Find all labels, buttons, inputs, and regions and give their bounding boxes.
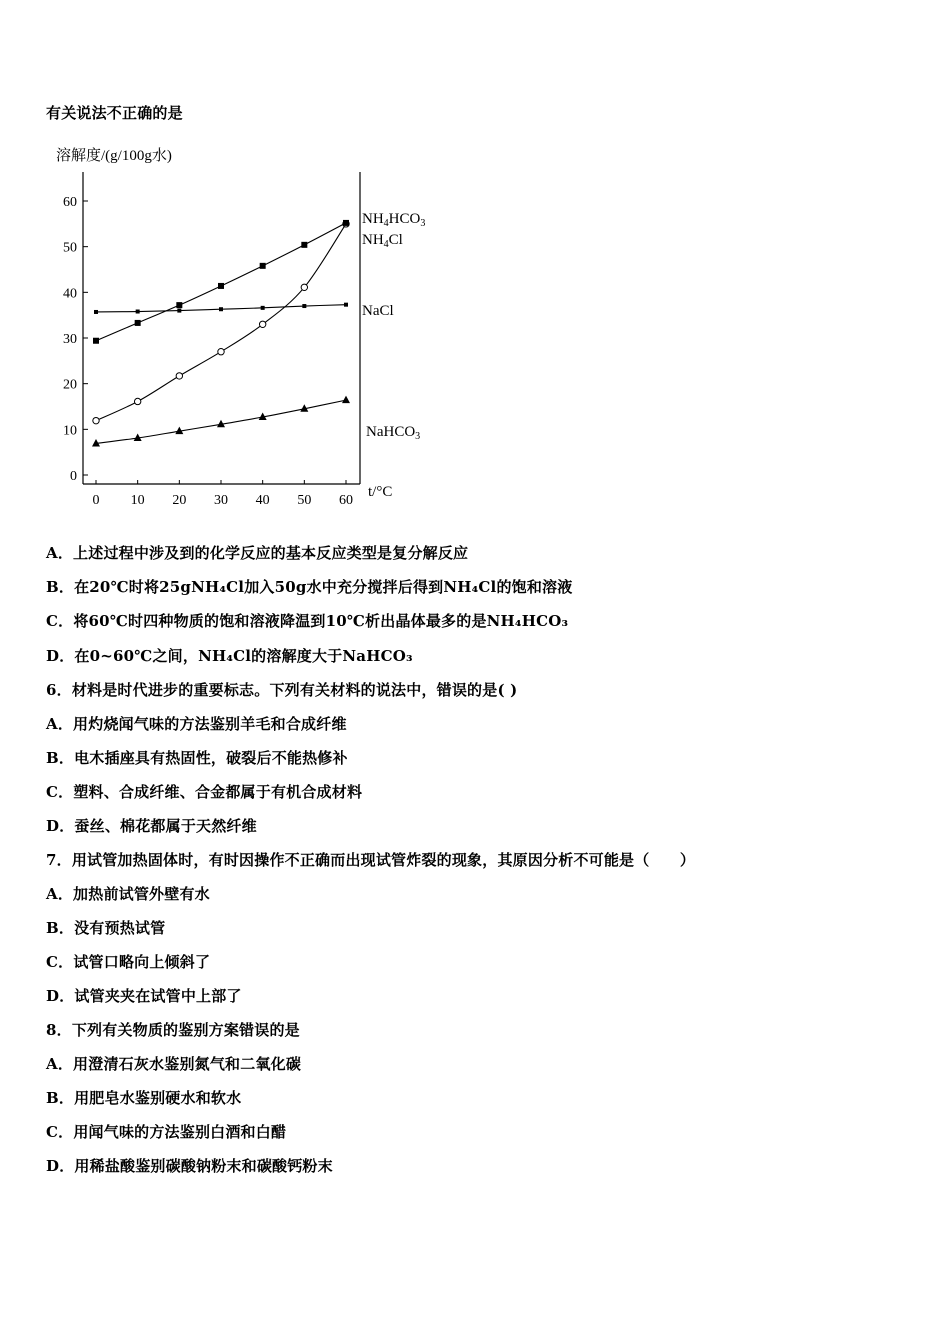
series-label-nacl: NaCl xyxy=(362,303,394,319)
q8-option-b: B．用肥皂水鉴别硬水和软水 xyxy=(46,1089,242,1107)
q7-stem: 7．用试管加热固体时，有时因操作不正确而出现试管炸裂的现象，其原因分析不可能是（ ） xyxy=(46,851,696,869)
q6-option-c: C．塑料、合成纤维、合金都属于有机合成材料 xyxy=(46,783,363,801)
q5-option-c: C．将60℃时四种物质的饱和溶液降温到10℃析出晶体最多的是NH₄HCO₃ xyxy=(46,612,569,630)
marker-nacl-20 xyxy=(177,309,181,313)
q5-option-d: D．在0~60℃之间，NH₄Cl的溶解度大于NaHCO₃ xyxy=(46,647,413,665)
marker-nahco3-60 xyxy=(342,396,350,404)
x-tick-label-10: 10 xyxy=(130,493,145,508)
y-axis-label: 溶解度/(g/100g水) xyxy=(56,148,172,164)
q6-stem: 6．材料是时代进步的重要标志。下列有关材料的说法中，错误的是( ) xyxy=(46,681,518,699)
marker-nh4cl-20 xyxy=(176,302,182,308)
marker-nh4cl-40 xyxy=(260,263,266,269)
x-tick-label-40: 40 xyxy=(255,493,270,508)
x-tick-label-20: 20 xyxy=(172,493,187,508)
q7-option-c: C．试管口略向上倾斜了 xyxy=(46,953,211,971)
q6-option-d: D．蚕丝、棉花都属于天然纤维 xyxy=(46,817,257,835)
marker-nh4cl-50 xyxy=(301,242,307,248)
y-tick-label-50: 50 xyxy=(63,240,77,256)
q8-option-a: A．用澄清石灰水鉴别氮气和二氧化碳 xyxy=(46,1055,302,1073)
marker-nh4hco3-0 xyxy=(93,417,99,423)
x-tick-label-60: 60 xyxy=(339,493,353,508)
q8-option-c: C．用闻气味的方法鉴别白酒和白醋 xyxy=(46,1123,287,1141)
marker-nh4cl-10 xyxy=(135,320,141,326)
marker-nacl-60 xyxy=(344,303,348,307)
marker-nh4hco3-50 xyxy=(301,284,307,290)
marker-nacl-40 xyxy=(261,306,265,310)
marker-nacl-10 xyxy=(136,310,140,314)
y-tick-label-10: 10 xyxy=(63,423,77,439)
series-label-nahco3: NaHCO$_3$ xyxy=(366,424,421,442)
y-tick-label-0: 0 xyxy=(70,469,77,484)
x-tick-label-50: 50 xyxy=(297,493,312,508)
y-tick-label-40: 40 xyxy=(63,286,77,302)
marker-nh4hco3-40 xyxy=(259,321,265,327)
q8-stem: 8．下列有关物质的鉴别方案错误的是 xyxy=(46,1021,300,1039)
marker-nh4hco3-30 xyxy=(218,349,224,355)
q5-option-b: B．在20℃时将25gNH₄Cl加入50g水中充分搅拌后得到NH₄Cl的饱和溶液 xyxy=(46,578,573,596)
marker-nh4hco3-10 xyxy=(134,398,140,404)
marker-nacl-50 xyxy=(302,304,306,308)
q8-option-d: D．用稀盐酸鉴别碳酸钠粉末和碳酸钙粉末 xyxy=(46,1157,333,1175)
y-tick-label-30: 30 xyxy=(63,332,77,347)
marker-nacl-0 xyxy=(94,310,98,314)
q5-option-a: A．上述过程中涉及到的化学反应的基本反应类型是复分解反应 xyxy=(46,544,469,562)
q6-option-a: A．用灼烧闻气味的方法鉴别羊毛和合成纤维 xyxy=(46,715,347,733)
curve-nh4hco3 xyxy=(96,224,346,421)
series-label-nh4cl: $NH_4Cl$ xyxy=(362,232,403,250)
x-tick-label-30: 30 xyxy=(214,493,228,508)
q7-option-b: B．没有预热试管 xyxy=(46,919,166,937)
marker-nacl-30 xyxy=(219,307,223,311)
q6-option-b: B．电木插座具有热固性，破裂后不能热修补 xyxy=(46,749,348,767)
marker-nh4hco3-20 xyxy=(176,373,182,379)
series-label-nh4hco3: $NH_4HCO_3$ xyxy=(362,211,426,229)
y-tick-label-20: 20 xyxy=(63,377,77,393)
y-tick-label-60: 60 xyxy=(63,195,77,210)
q7-option-d: D．试管夹夹在试管中上部了 xyxy=(46,987,242,1005)
x-axis-label: t/°C xyxy=(368,484,393,500)
marker-nh4cl-60 xyxy=(343,220,349,226)
intro-text: 有关说法不正确的是 xyxy=(46,104,183,122)
x-tick-label-0: 0 xyxy=(92,493,100,508)
marker-nh4cl-30 xyxy=(218,283,224,289)
q7-option-a: A．加热前试管外壁有水 xyxy=(46,885,210,903)
marker-nh4cl-0 xyxy=(93,338,99,344)
solubility-chart xyxy=(40,138,460,518)
